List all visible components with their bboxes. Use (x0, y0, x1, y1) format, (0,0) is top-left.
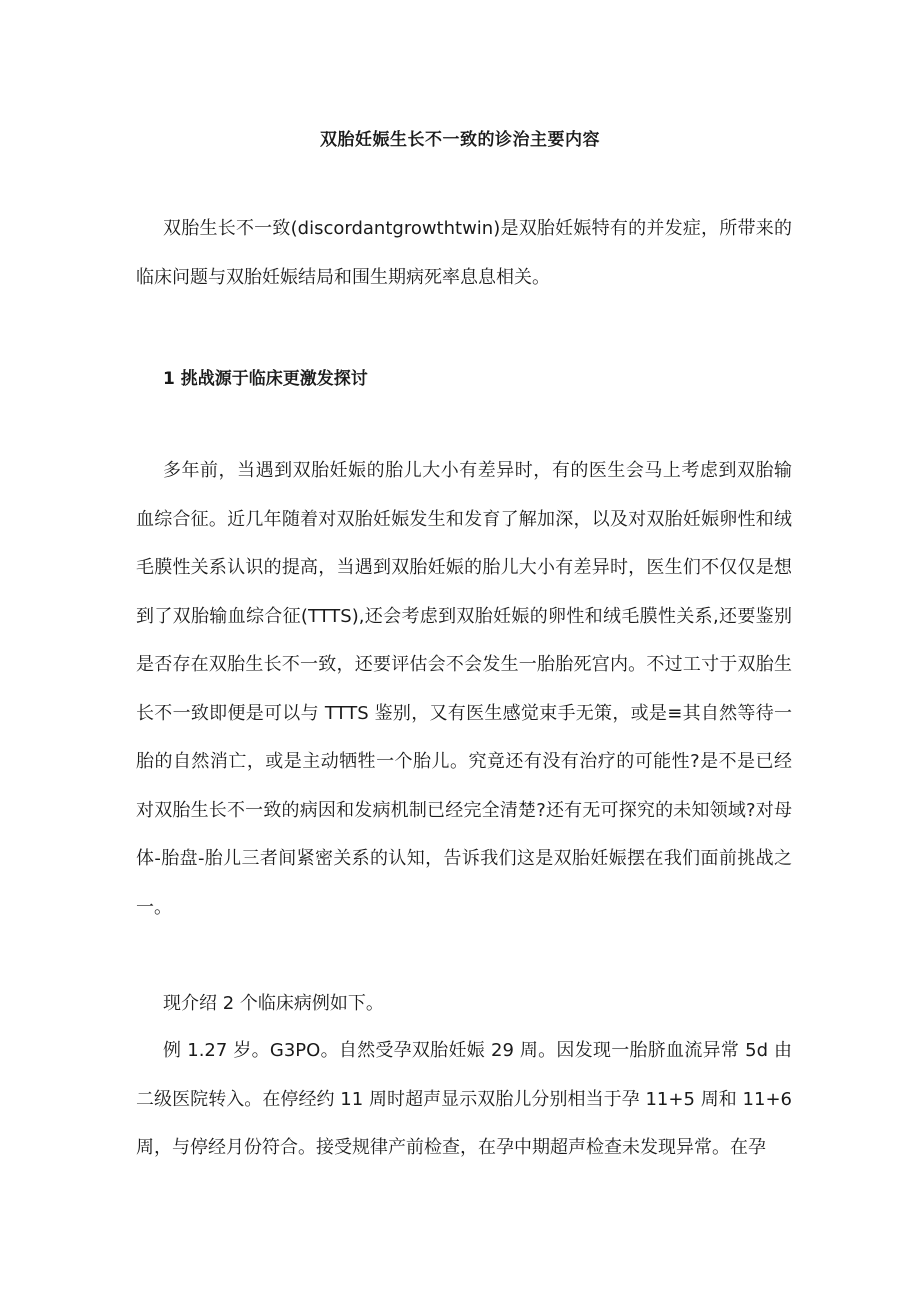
document-title: 双胎妊娠生长不一致的诊治主要内容 (320, 130, 600, 150)
section-heading: 1 挑战源于临床更激发探讨 (163, 369, 368, 389)
body-paragraph: 多年前，当遇到双胎妊娠的胎儿大小有差异时，有的医生会马上考虑到双胎输血综合征。近几年随着对双胎妊娠发生和发育了解加深，以及对双胎妊娠卵性和绒毛膜性关系认识的提高，当遇到双胎妊娠的胎儿大小有差异时，医生们不仅仅是想到了双胎输血综合征(TTTS),还会考虑到双胎妊娠的卵性和绒毛膜性关系,还要鉴别是否存在双胎生长不一致，还要评估会不会发生一胎胎死宫内。不过工寸于双胎生长不一致即便是可以与 TTTS 鉴别，又有医生感觉束手无策，或是≡其自然等待一胎的自然消亡，或是主动牺牲一个胎儿。究竟还有没有治疗的可能性?是不是已经对双胎生长不一致的病因和发病机制已经完全清楚?还有无可探究的未知领域?对母体-胎盘-胎儿三者间紧密关系的认知，告诉我们这是双胎妊娠摆在我们面前挑战之一。 (136, 460, 792, 918)
intro-paragraph: 双胎生长不一致(discordantgrowthtwin)是双胎妊娠特有的并发症，所带来的临床问题与双胎妊娠结局和围生期病死率息息相关。 (136, 218, 792, 288)
body-paragraph: 现介绍 2 个临床病例如下。 (163, 993, 384, 1014)
case-paragraph: 例 1.27 岁。G3PO。自然受孕双胎妊娠 29 周。因发现一胎脐血流异常 5d 由二级医院转入。在停经约 11 周时超声显示双胎儿分别相当于孕 11+5 周和 11+6 周，与停经月份符合。接受规律产前检查，在孕中期超声检查未发现异常。在孕 (136, 1040, 792, 1158)
